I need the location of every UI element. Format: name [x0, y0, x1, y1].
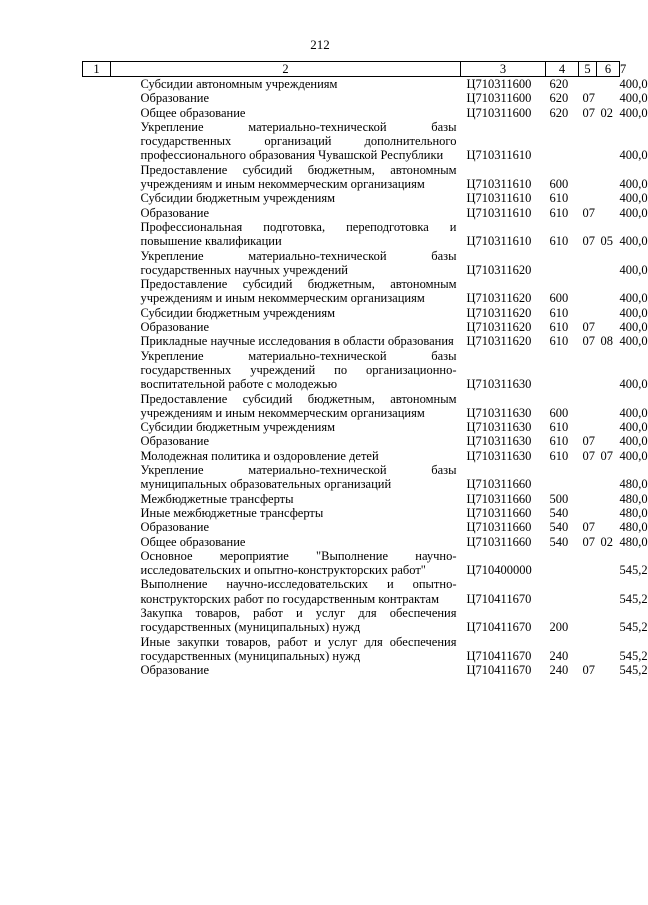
row-name: Образование: [140, 663, 210, 678]
row-col-1: [83, 420, 111, 434]
table-row: Предоставление субсидий бюджетным, автономным учреждениям и иным некоммерческим организациям Ц710311630 600 400,0: [83, 392, 620, 421]
row-rz: 07: [582, 334, 595, 349]
row-col-1: [83, 449, 111, 463]
row-name: Субсидии бюджетным учреждениям: [140, 305, 336, 320]
row-vr: [546, 249, 579, 278]
table-row: Иные закупки товаров, работ и услуг для обеспечения государственных (муниципальных) нужд Ц710411670 240 545,2: [83, 635, 620, 664]
table-row: Выполнение научно-исследовательских и опытно-конструкторских работ по государственным контрактам Ц710411670 545,2: [83, 577, 620, 606]
row-col-1: [83, 520, 111, 534]
row-name: Закупка товаров, работ и услуг для обеспечения государственных (муниципальных) нужд: [140, 605, 457, 635]
table-row: Субсидии бюджетным учреждениям Ц710311630 610 400,0: [83, 420, 620, 434]
row-code: Ц710311610: [466, 205, 532, 220]
row-code: Ц710400000: [466, 563, 532, 578]
row-col-1: [83, 577, 111, 606]
row-code: Ц710311630: [466, 434, 532, 449]
row-pr: [597, 91, 620, 105]
row-rz: 07: [582, 434, 595, 449]
header-col-5: 5: [579, 62, 597, 77]
table-row: Иные межбюджетные трансферты Ц710311660 540 480,0: [83, 506, 620, 520]
row-vr: [546, 463, 579, 492]
row-pr: [597, 163, 620, 192]
row-pr: [597, 549, 620, 578]
row-rz: [579, 392, 597, 421]
row-pr: 07: [600, 448, 613, 463]
table-row: Прикладные научные исследования в области образования Ц710311620 610 07 08 400,0: [83, 334, 620, 348]
row-rz: [579, 77, 597, 92]
row-pr: [597, 191, 620, 205]
row-name: Общее образование: [140, 105, 246, 120]
row-name: Субсидии бюджетным учреждениям: [140, 191, 336, 206]
row-code: Ц710311630: [466, 448, 532, 463]
row-code: Ц710411670: [466, 648, 532, 663]
row-rz: [579, 492, 597, 506]
row-pr: [597, 663, 620, 677]
row-pr: [597, 520, 620, 534]
row-rz: 07: [582, 234, 595, 249]
budget-table: [82, 61, 648, 678]
row-vr: 610: [549, 320, 569, 335]
row-col-1: [83, 220, 111, 249]
table-row: Молодежная политика и оздоровление детей Ц710311630 610 07 07 400,0: [83, 449, 620, 463]
header-col-2: 2: [111, 62, 461, 77]
row-name: Профессиональная подготовка, переподготовка и повышение квалификации: [140, 219, 457, 249]
row-name: Субсидии автономным учреждениям: [140, 77, 338, 91]
row-col-1: [83, 506, 111, 520]
table-row: Укрепление материально-технической базы государственных учреждений по организационно-воспитательной работе с молодежью Ц710311630 400,0: [83, 349, 620, 392]
row-col-1: [83, 334, 111, 348]
table-row: Образование Ц710311630 610 07 400,0: [83, 434, 620, 448]
row-rz: 07: [582, 448, 595, 463]
row-vr: 240: [549, 663, 569, 678]
table-row: Укрепление материально-технической базы государственных организаций дополнительного профессионального образования Чувашской Республики Ц710311610 400,0: [83, 120, 620, 163]
row-name: Укрепление материально-технической базы государственных организаций дополнительного профессионального образования Чувашской Республики: [140, 119, 457, 163]
row-rz: [579, 120, 597, 163]
row-rz: [579, 306, 597, 320]
table-row: Закупка товаров, работ и услуг для обеспечения государственных (муниципальных) нужд Ц710411670 200 545,2: [83, 606, 620, 635]
row-vr: 620: [549, 91, 569, 106]
row-code: Ц710311600: [466, 77, 532, 91]
table-row: Общее образование Ц710311600 620 07 02 400,0: [83, 106, 620, 120]
row-code: Ц710311620: [466, 320, 532, 335]
row-code: Ц710311630: [466, 420, 532, 435]
row-col-1: [83, 392, 111, 421]
row-pr: 05: [600, 234, 613, 249]
row-rz: [579, 506, 597, 520]
row-pr: [597, 392, 620, 421]
row-name: Образование: [140, 434, 210, 449]
row-rz: [579, 420, 597, 434]
row-rz: [579, 277, 597, 306]
row-col-1: [83, 163, 111, 192]
row-pr: [597, 434, 620, 448]
row-pr: 02: [600, 105, 613, 120]
row-name: Основное мероприятие "Выполнение научно-исследовательских и опытно-конструкторских работ": [140, 548, 457, 578]
row-vr: 200: [549, 620, 569, 635]
row-code: Ц710311600: [466, 105, 532, 120]
row-vr: 620: [549, 105, 569, 120]
row-col-1: [83, 206, 111, 220]
row-name: Образование: [140, 320, 210, 335]
table-row: Укрепление материально-технической базы муниципальных образовательных организаций Ц710311660 480,0: [83, 463, 620, 492]
table-row: Предоставление субсидий бюджетным, автономным учреждениям и иным некоммерческим организациям Ц710311620 600 400,0: [83, 277, 620, 306]
row-col-1: [83, 606, 111, 635]
row-pr: [597, 320, 620, 334]
row-vr: 600: [549, 291, 569, 306]
row-code: Ц710411670: [466, 620, 532, 635]
header-col-4: 4: [546, 62, 579, 77]
row-pr: [597, 120, 620, 163]
row-col-1: [83, 434, 111, 448]
row-pr: [597, 463, 620, 492]
row-vr: 610: [549, 434, 569, 449]
row-pr: [597, 77, 620, 92]
row-vr: [546, 549, 579, 578]
row-rz: [579, 463, 597, 492]
row-name: Предоставление субсидий бюджетным, автономным учреждениям и иным некоммерческим организациям: [140, 277, 457, 306]
row-code: Ц710411670: [466, 591, 532, 606]
row-col-1: [83, 492, 111, 506]
row-vr: 610: [549, 305, 569, 320]
row-pr: [597, 349, 620, 392]
row-name: Предоставление субсидий бюджетным, автономным учреждениям и иным некоммерческим организациям: [140, 162, 457, 192]
row-pr: [597, 606, 620, 635]
table-body: [83, 77, 648, 678]
table-row: Субсидии бюджетным учреждениям Ц710311620 610 400,0: [83, 306, 620, 320]
row-vr: 240: [549, 648, 569, 663]
row-rz: [579, 191, 597, 205]
row-code: Ц710311600: [466, 91, 532, 106]
table-row: Общее образование Ц710311660 540 07 02 480,0: [83, 535, 620, 549]
table-row: Субсидии автономным учреждениям Ц710311600 620 400,0: [83, 77, 620, 92]
row-name: Образование: [140, 91, 210, 106]
row-code: Ц710311620: [466, 334, 532, 349]
row-col-1: [83, 663, 111, 677]
row-code: Ц710311630: [466, 405, 532, 420]
row-rz: 07: [582, 205, 595, 220]
row-code: Ц710311610: [466, 177, 532, 192]
row-rz: 07: [582, 520, 595, 535]
row-col-1: [83, 306, 111, 320]
row-code: Ц710311610: [466, 234, 532, 249]
row-pr: [597, 635, 620, 664]
row-name: Образование: [140, 205, 210, 220]
row-code: Ц710311610: [466, 191, 532, 206]
row-rz: [579, 163, 597, 192]
row-vr: 610: [549, 420, 569, 435]
row-rz: [579, 635, 597, 664]
row-col-1: [83, 191, 111, 205]
row-vr: 610: [549, 234, 569, 249]
row-vr: [546, 349, 579, 392]
row-vr: 540: [549, 520, 569, 535]
row-col-1: [83, 320, 111, 334]
row-rz: 07: [582, 320, 595, 335]
table-row: Субсидии бюджетным учреждениям Ц710311610 610 400,0: [83, 191, 620, 205]
row-pr: [597, 306, 620, 320]
row-vr: [546, 577, 579, 606]
row-name: Предоставление субсидий бюджетным, автономным учреждениям и иным некоммерческим организациям: [140, 391, 457, 420]
row-code: Ц710311660: [466, 534, 532, 549]
row-name: Укрепление материально-технической базы государственных учреждений по организационно-воспитательной работе с молодежью: [140, 348, 457, 392]
row-vr: 620: [549, 77, 569, 91]
row-rz: [579, 577, 597, 606]
page-number: 212: [310, 37, 330, 52]
row-pr: 08: [600, 334, 613, 349]
row-name: Межбюджетные трансферты: [140, 491, 294, 506]
row-vr: 610: [549, 191, 569, 206]
row-pr: [597, 249, 620, 278]
row-code: Ц710411670: [466, 663, 532, 678]
table-row: Образование Ц710311660 540 07 480,0: [83, 520, 620, 534]
row-name: Укрепление материально-технической базы государственных научных учреждений: [140, 248, 457, 277]
row-name: Общее образование: [140, 534, 246, 549]
row-pr: [597, 506, 620, 520]
row-col-1: [83, 106, 111, 120]
table-row: Профессиональная подготовка, переподготовка и повышение квалификации Ц710311610 610 07 05 400,0: [83, 220, 620, 249]
row-col-1: [83, 635, 111, 664]
row-name: Иные межбюджетные трансферты: [140, 505, 324, 520]
table-row: Межбюджетные трансферты Ц710311660 500 480,0: [83, 492, 620, 506]
row-code: Ц710311660: [466, 491, 532, 506]
row-pr: [597, 420, 620, 434]
table-row: Образование Ц710311620 610 07 400,0: [83, 320, 620, 334]
row-col-1: [83, 463, 111, 492]
row-rz: [579, 249, 597, 278]
row-vr: 540: [549, 534, 569, 549]
row-vr: 610: [549, 205, 569, 220]
row-rz: [579, 549, 597, 578]
row-name: Субсидии бюджетным учреждениям: [140, 420, 336, 435]
row-code: Ц710311610: [466, 148, 532, 163]
row-vr: 610: [549, 334, 569, 349]
row-rz: 07: [582, 663, 595, 678]
row-col-1: [83, 249, 111, 278]
table-row: Предоставление субсидий бюджетным, автономным учреждениям и иным некоммерческим организациям Ц710311610 600 400,0: [83, 163, 620, 192]
row-col-1: [83, 535, 111, 549]
row-col-1: [83, 349, 111, 392]
row-name: Образование: [140, 520, 210, 535]
row-pr: [597, 277, 620, 306]
row-col-1: [83, 77, 111, 92]
header-col-6: 6: [597, 62, 620, 77]
row-name: Выполнение научно-исследовательских и опытно-конструкторских работ по государственным контрактам: [140, 577, 457, 606]
row-code: Ц710311660: [466, 477, 532, 492]
table-row: Основное мероприятие "Выполнение научно-исследовательских и опытно-конструкторских работ" Ц710400000 545,2: [83, 549, 620, 578]
row-vr: 500: [549, 491, 569, 506]
row-rz: [579, 606, 597, 635]
row-rz: [579, 349, 597, 392]
table-row: Образование Ц710411670 240 07 545,2: [83, 663, 620, 677]
row-vr: [546, 120, 579, 163]
row-pr: 02: [600, 534, 613, 549]
header-col-3: 3: [461, 62, 546, 77]
row-name: Молодежная политика и оздоровление детей: [140, 448, 379, 463]
table-row: Образование Ц710311600 620 07 400,0: [83, 91, 620, 105]
header-col-1: 1: [83, 62, 111, 77]
row-code: Ц710311660: [466, 505, 532, 520]
row-rz: 07: [582, 91, 595, 106]
row-name: Иные закупки товаров, работ и услуг для обеспечения государственных (муниципальных) нужд: [140, 634, 457, 663]
row-pr: [597, 577, 620, 606]
row-code: Ц710311620: [466, 305, 532, 320]
table-row: Укрепление материально-технической базы государственных научных учреждений Ц710311620 400,0: [83, 249, 620, 278]
row-vr: 610: [549, 448, 569, 463]
row-name: Укрепление материально-технической базы муниципальных образовательных организаций: [140, 463, 457, 492]
row-name: Прикладные научные исследования в области образования: [140, 334, 454, 349]
row-code: Ц710311660: [466, 520, 532, 535]
row-code: Ц710311620: [466, 262, 532, 277]
row-vr: 600: [549, 405, 569, 420]
header-row: 1 2 3 4 5 6 7: [83, 62, 620, 77]
row-col-1: [83, 120, 111, 163]
row-col-1: [83, 549, 111, 578]
row-col-1: [83, 277, 111, 306]
row-pr: [597, 206, 620, 220]
row-col-1: [83, 91, 111, 105]
row-rz: 07: [582, 534, 595, 549]
table-row: Образование Ц710311610 610 07 400,0: [83, 206, 620, 220]
row-vr: 600: [549, 177, 569, 192]
row-code: Ц710311630: [466, 377, 532, 392]
row-vr: 540: [549, 505, 569, 520]
row-rz: 07: [582, 105, 595, 120]
row-code: Ц710311620: [466, 291, 532, 306]
row-pr: [597, 492, 620, 506]
